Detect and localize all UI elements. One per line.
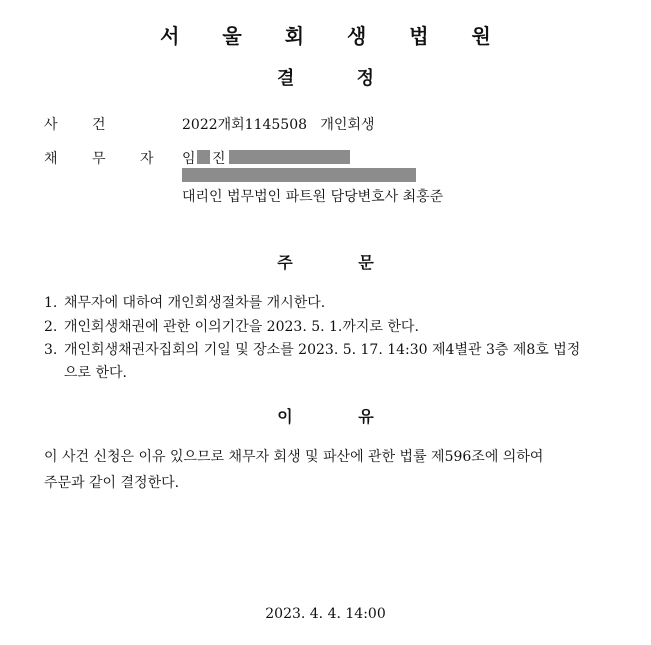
agent-line: 대리인 법무법인 파트원 담당변호사 최홍준 <box>182 189 444 205</box>
order-item-number: 2. <box>44 319 58 335</box>
order-item-2 <box>44 316 419 336</box>
debtor-id-redaction <box>229 150 350 164</box>
debtor-address-redaction <box>182 168 416 182</box>
order-item-1 <box>44 292 325 312</box>
order-item-text: 채무자에 대하여 개인회생절차를 개시한다. <box>64 295 326 311</box>
case-label: 사 건 <box>44 117 106 133</box>
debtor-name-last-wrap <box>212 148 226 168</box>
order-item-3 <box>44 339 580 359</box>
court-title: 서 울 회 생 법 원 <box>160 24 509 48</box>
reason-line-2: 주문과 같이 결정한다. <box>44 475 180 491</box>
order-item-3-continuation: 으로 한다. <box>64 365 127 381</box>
order-item-number: 1. <box>44 295 58 311</box>
order-item-text: 개인회생채권자집회의 기일 및 장소를 2023. 5. 17. 14:30 제4별관 3층 제8호 법정 <box>64 342 581 358</box>
case-type: 개인회생 <box>320 117 375 133</box>
reason-heading: 이 유 <box>277 407 374 426</box>
decision-date: 2023. 4. 4. 14:00 <box>265 606 386 622</box>
document-type-title: 결 정 <box>276 68 375 89</box>
debtor-name-last: 진 <box>212 151 226 167</box>
case-number-row <box>182 114 375 134</box>
reason-line-1: 이 사건 신청은 이유 있으므로 채무자 회생 및 파산에 관한 법률 제596조에 의하여 <box>44 449 544 465</box>
debtor-name-row <box>182 148 196 168</box>
case-number: 2022개회1145508 <box>182 117 308 133</box>
order-item-text: 개인회생채권에 관한 이의기간을 2023. 5. 1.까지로 한다. <box>64 319 419 335</box>
debtor-name-redaction <box>197 150 210 164</box>
debtor-name-first: 임 <box>182 151 196 167</box>
order-item-number: 3. <box>44 342 58 358</box>
order-heading: 주 문 <box>277 253 374 272</box>
debtor-label: 채 무 자 <box>44 151 154 167</box>
